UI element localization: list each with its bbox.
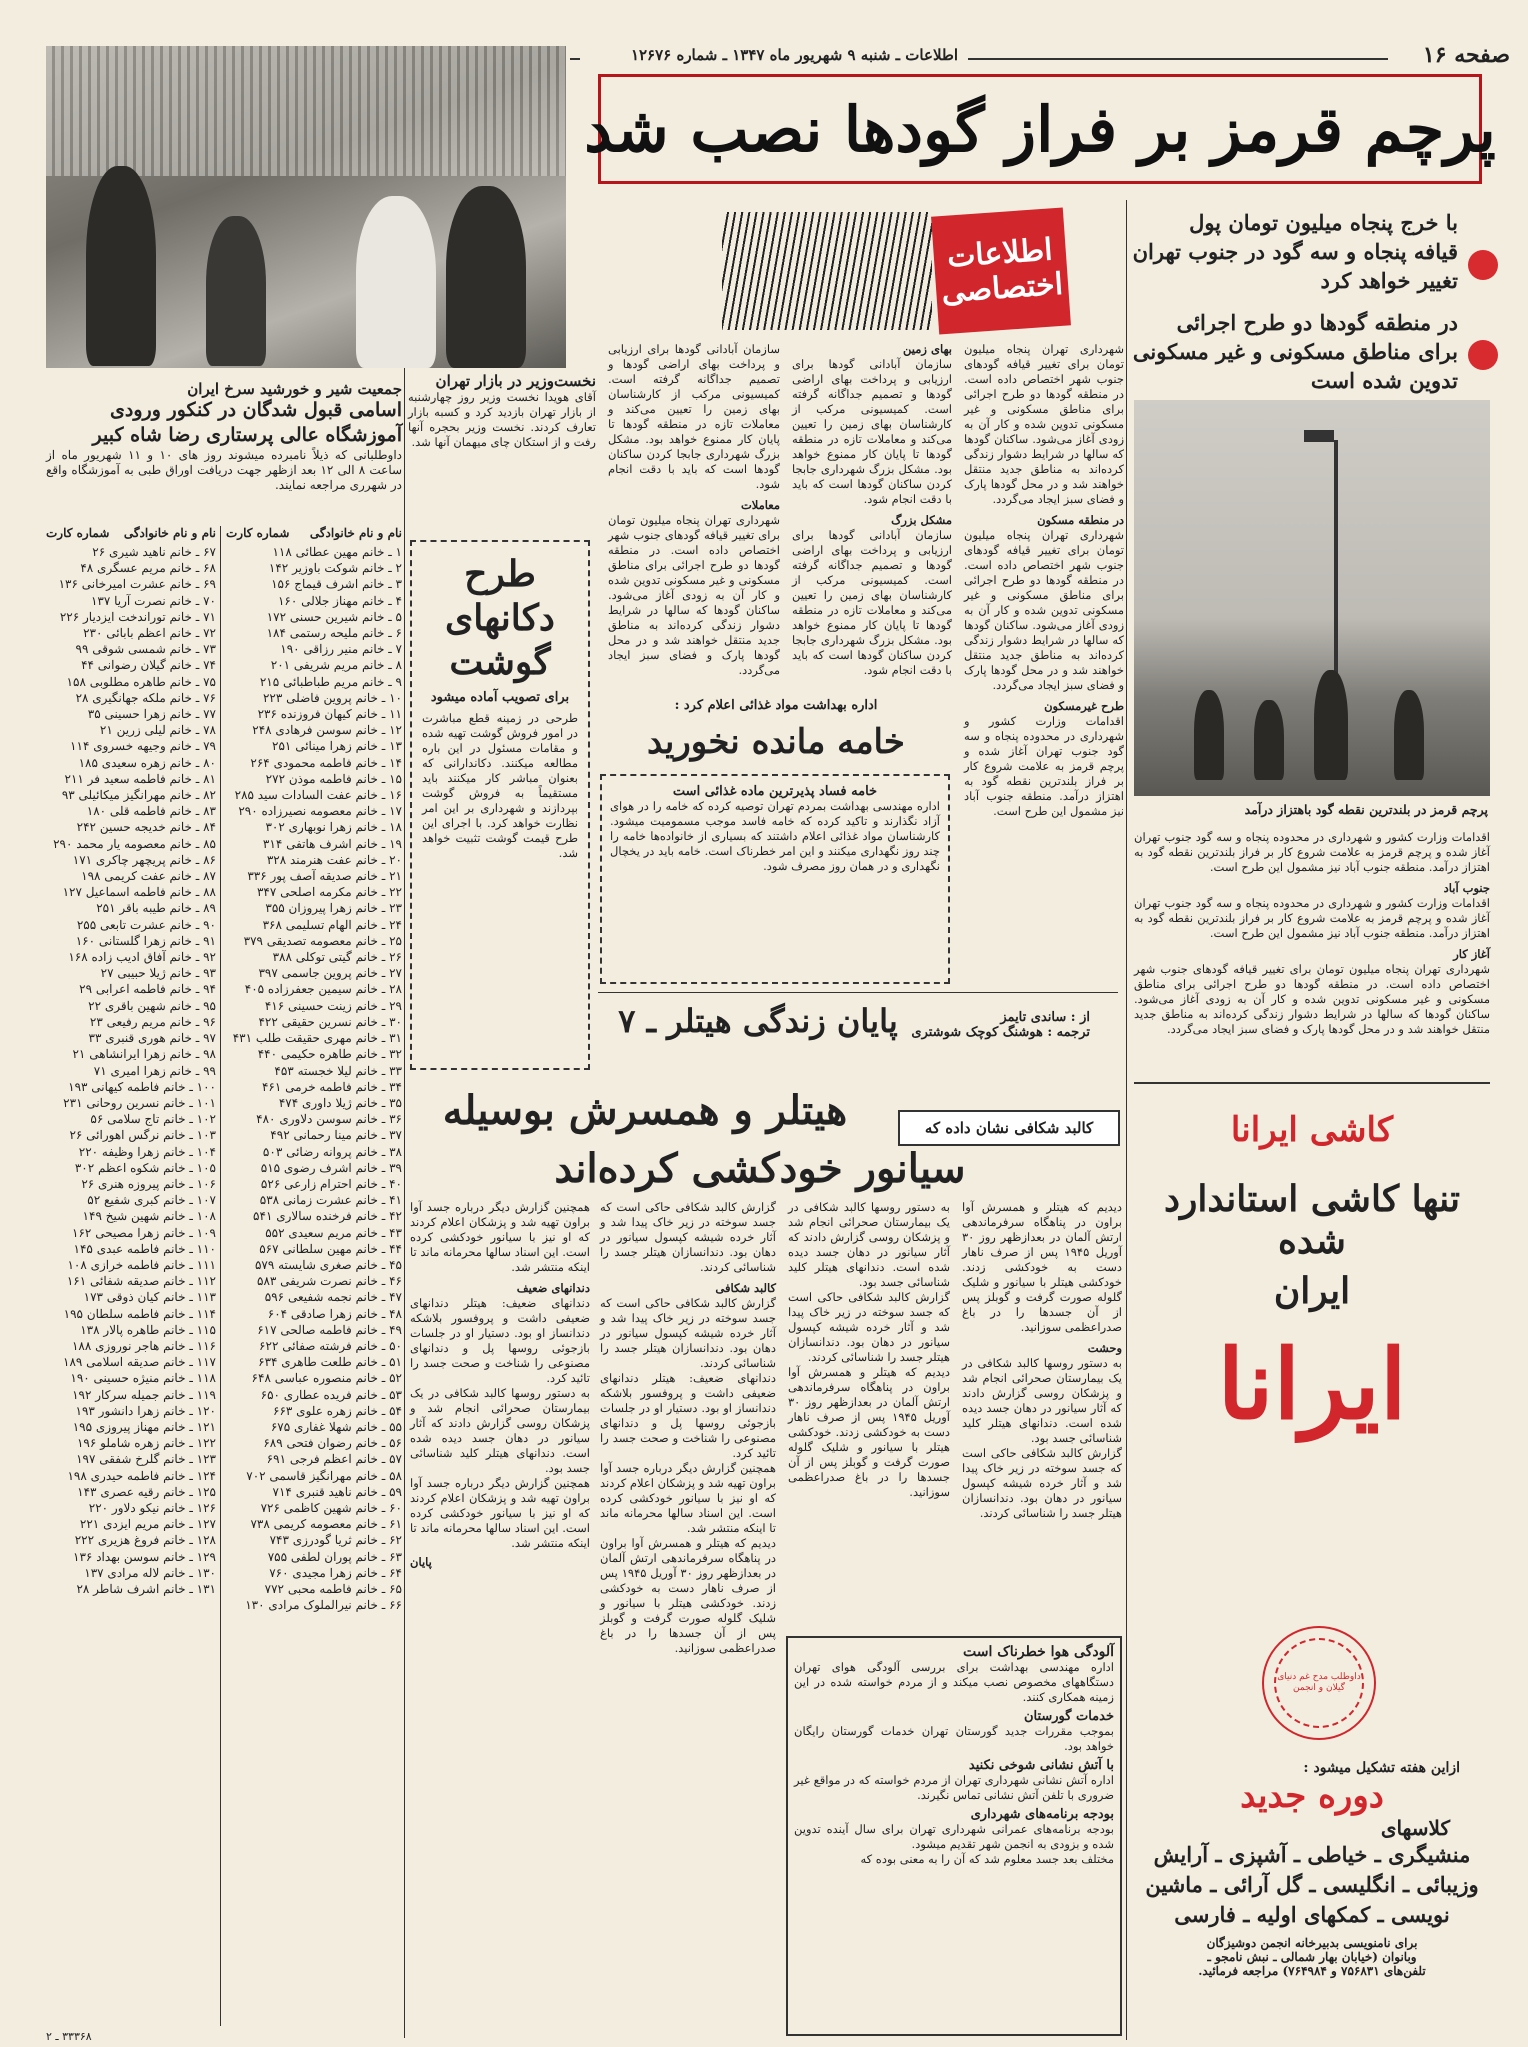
list-item: ۳ ـ خانم اشرف قیماج ۱۵۶ — [271, 577, 402, 592]
city-news-text: اداره مهندسی بهداشت برای بررسی آلودگی هوای تهران دستگاههای مخصوص نصب میکند و از مردم خواسته شده در این زمینه همکاری کنند. — [794, 1660, 1114, 1704]
list-item: ۹۹ ـ خانم زهرا امیری ۷۱ — [93, 1063, 216, 1078]
subhead-block-2 — [1098, 308, 1458, 395]
red-bullet — [1468, 250, 1498, 280]
list-item: ۷۲ ـ خانم اعظم بابائی ۲۳۰ — [83, 626, 216, 641]
food-subtitle: خامه فساد پذیرترین ماده غذائی است — [672, 784, 878, 799]
list-item: ۷۷ ـ خانم زهرا حسینی ۳۵ — [87, 707, 216, 722]
list-item: ۱۲۸ ـ خانم فروغ هزیری ۲۲۲ — [74, 1533, 216, 1548]
hitler-text: گزارش کالبد شکافی حاکی است که جسد سوخته در زیر خاک پیدا شد و آثار خرده شیشه کپسول سیانور در دهان بود. دندانسازان هیتلر جسد را شناسائی کردند. — [962, 1446, 1122, 1520]
kashi-logo: ایرانا — [1217, 1328, 1407, 1441]
list-item: ۴۴ ـ خانم مهین سلطانی ۵۶۷ — [259, 1241, 402, 1256]
list-item: ۲۵ ـ خانم معصومه تصدیقی ۳۷۹ — [243, 933, 402, 948]
list-item: ۱۱۳ ـ خانم کیان ذوقی ۱۷۳ — [83, 1290, 216, 1305]
list-item: ۱۰۴ ـ خانم زهرا وظیفه ۲۲۰ — [78, 1144, 216, 1159]
subhead: قیافه پنجاه و سه گود در جنوب تهران — [1132, 239, 1458, 264]
article-text: شهرداری تهران پنجاه میلیون تومان برای تغییر قیافه گودهای جنوب شهر اختصاص داده است. در منطقه گودها دو طرح اجرائی برای مناطق مسکونی و غیر مسکونی تدوین شده و کار آن به زودی آغاز می‌شود. ساکنان گودها که سالها در شرایط دشوار زندگی کرده‌اند به مناطق جدید منتقل خواهند شد و در محل گودها پارک و فضای سبز ایجاد می‌گردد. — [964, 528, 1124, 692]
list-item: ۱۱۶ ـ خانم هاجر نوروزی ۱۸۸ — [71, 1338, 216, 1353]
list-item: ۹ ـ خانم مریم طباطبائی ۲۱۵ — [259, 674, 402, 689]
list-item: ۷۱ ـ خانم توراندخت ایزدیار ۲۲۶ — [59, 609, 216, 624]
hitler-text: دیدیم که هیتلر و همسرش آوا براون در پناهگاه سرفرماندهی ارتش آلمان در بعدازظهر روز ۳۰ آوریل ۱۹۴۵ پس از صرف ناهار دست به خودکشی زدند. خودکشی هیتلر با سیانور و شلیک گلوله صورت گرفت و گوبلز پس از آن جسدها را در باغ صدراعظمی سوزانید. — [962, 1200, 1122, 1334]
list-item: ۳۸ ـ خانم پروانه رضائی ۵۰۳ — [262, 1144, 402, 1159]
list-item: ۷۵ ـ خانم طاهره مطلوبی ۱۵۸ — [66, 674, 216, 689]
list-item: ۱۱۷ ـ خانم صدیقه اسلامی ۱۸۹ — [63, 1355, 216, 1370]
food-box — [600, 774, 950, 984]
food-body: اداره مهندسی بهداشت بمردم تهران توصیه کرده که خامه را در هوای آزاد نگذارند و تاکید کرده که خامه فاسد موجب مسمومیت میشود. کارشناسان مواد غذائی اعلام داشتند که بسیاری از خانواده‌ها خامه را چند روز نگهداری میکنند و این امر خطرناک است. خامه باید در یخچال نگهداری و در همان روز مصرف شود. — [610, 799, 940, 873]
list-item: ۷۴ ـ خانم گیلان رضوانی ۴۴ — [81, 658, 216, 673]
list-item: ۱ ـ خانم مهین عطائی ۱۱۸ — [272, 545, 402, 559]
header-rule-right — [968, 58, 1388, 60]
city-news-title: با آتش نشانی شوخی نکنید — [968, 1758, 1114, 1773]
city-news-title: خدمات گورستان — [1023, 1709, 1114, 1724]
list-item: ۱۱ ـ خانم کیهان فروزنده ۲۳۶ — [257, 707, 402, 722]
hitler-headline-2: سیانور خودکشی کرده‌اند — [554, 1145, 966, 1192]
city-news-title: آلودگی هوا خطرناک است — [962, 1644, 1114, 1660]
city-news-box — [786, 1636, 1122, 2036]
list-item: ۴۷ ـ خانم نجمه شفیعی ۵۹۶ — [264, 1290, 402, 1305]
list-item: ۶۶ ـ خانم نیرالملوک مرادی ۱۳۰ — [245, 1598, 402, 1613]
hitler-text: گزارش کالبد شکافی حاکی است که جسد سوخته در زیر خاک پیدا شد و آثار خرده شیشه کپسول سیانور در دهان بود. دندانسازان هیتلر جسد را شناسائی کردند. — [600, 1200, 776, 1274]
list-item: ۲۷ ـ خانم پروین جاسمی ۳۹۷ — [258, 966, 402, 981]
list-item: ۳۹ ـ خانم اشرف رضوی ۵۱۵ — [260, 1160, 402, 1175]
hitler-kicker: کالبد شکافی نشان داده که — [898, 1110, 1120, 1146]
section-heading: بهای زمین — [903, 342, 952, 356]
page-number: صفحه ۱۶ — [1422, 42, 1510, 68]
list-item: ۴۶ ـ خانم نصرت شریفی ۵۸۳ — [257, 1274, 402, 1289]
hitler-col — [962, 1200, 1122, 1620]
nurse-col-headers-left — [46, 526, 216, 540]
list-item: ۶۱ ـ خانم معصومه کریمی ۷۳۸ — [250, 1517, 402, 1532]
list-item: ۸۵ ـ خانم معصومه یار محمد ۲۹۰ — [53, 836, 216, 851]
list-item: ۶۰ ـ خانم شهین کاظمی ۷۲۶ — [260, 1500, 402, 1515]
logo-line1: اطلاعات — [945, 232, 1054, 275]
logo-illustration — [722, 212, 932, 330]
list-item: ۵ ـ خانم شیرین حسنی ۱۷۲ — [266, 609, 402, 624]
list-item: ۴۸ ـ خانم زهرا صادقی ۶۰۴ — [267, 1306, 402, 1321]
hitler-text: همچنین گزارش دیگر درباره جسد آوا براون تهیه شد و پزشکان اعلام کردند که او نیز با سیانور خودکشی کرده است. این اسناد سالها محرمانه ماند تا اینکه منتشر شد. — [600, 1461, 776, 1535]
list-item: ۳۱ ـ خانم مهری حقیقت طلب ۴۳۱ — [232, 1031, 402, 1046]
seal-icon — [1262, 1626, 1376, 1740]
article-text: شهرداری تهران پنجاه میلیون تومان برای تغییر قیافه گودهای جنوب شهر اختصاص داده است. در منطقه گودها دو طرح اجرائی برای مناطق مسکونی و غیر مسکونی تدوین شده و کار آن به زودی آغاز می‌شود. ساکنان گودها که سالها در شرایط دشوار زندگی کرده‌اند به مناطق جدید منتقل خواهند شد و در محل گودها پارک و فضای سبز ایجاد می‌گردد. — [964, 342, 1124, 506]
list-item: ۷۰ ـ خانم نصرت آریا ۱۳۷ — [90, 593, 216, 608]
list-item: ۴۲ ـ خانم فرخنده سالاری ۵۴۱ — [253, 1209, 402, 1224]
article-text: اقدامات وزارت کشور و شهرداری در محدوده پنجاه و سه گود جنوب تهران آغاز شده و پرچم قرمز به علامت شروع کار بر فراز بلندترین نقطه گود به اهتزاز درآمد. منطقه جنوب آباد نیز مشمول این طرح است. — [964, 714, 1124, 818]
section-heading: وحشت — [1087, 1341, 1122, 1355]
nurse-org: جمعیت شیر و خورشید سرخ ایران — [187, 380, 402, 398]
article-text: شهرداری تهران پنجاه میلیون تومان برای تغییر قیافه گودهای جنوب شهر اختصاص داده است. در منطقه گودها دو طرح اجرائی برای مناطق مسکونی و غیر مسکونی تدوین شده و کار آن به زودی آغاز می‌شود. ساکنان گودها که سالها در شرایط دشوار زندگی کرده‌اند به مناطق جدید منتقل خواهند شد و در محل گودها پارک و فضای سبز ایجاد می‌گردد. — [608, 513, 780, 677]
article-text: شهرداری تهران پنجاه میلیون تومان برای تغییر قیافه گودهای جنوب شهر اختصاص داده است. در منطقه گودها دو طرح اجرائی برای مناطق مسکونی و غیر مسکونی تدوین شده و کار آن به زودی آغاز می‌شود. ساکنان گودها که سالها در شرایط دشوار زندگی کرده‌اند به مناطق جدید منتقل خواهند شد و در محل گودها پارک و فضای سبز ایجاد می‌گردد. — [1134, 962, 1490, 1036]
column-divider — [1126, 200, 1127, 2040]
hitler-headline-1: هیتلر و همسرش بوسیله — [442, 1087, 848, 1134]
section-heading: طرح غیرمسکون — [1044, 699, 1124, 713]
nurse-list-left — [46, 544, 216, 2024]
list-item: ۳۳ ـ خانم لیلا خجسته ۴۵۳ — [274, 1063, 402, 1078]
list-item: ۱۵ ـ خانم فاطمه موذن ۲۷۲ — [265, 771, 402, 786]
shelves-graphic — [46, 46, 566, 176]
hitler-col — [410, 1200, 590, 2020]
ettelaat-ekhtesasi-logo — [931, 208, 1071, 335]
list-item: ۳۲ ـ خانم طاهره حکیمی ۴۴۰ — [257, 1047, 402, 1062]
list-item: ۱۱۲ ـ خانم صدیقه شفائی ۱۶۱ — [66, 1274, 216, 1289]
list-item: ۵۷ ـ خانم اعظم فرجی ۶۹۱ — [266, 1452, 402, 1467]
flag-photo — [1134, 400, 1490, 796]
list-item: ۱۱۸ ـ خانم منیژه حسینی ۱۹۰ — [70, 1371, 216, 1386]
class-contact: تلفن‌های ۷۵۶۸۳۱ و ۷۶۴۹۸۴) مراجعه فرمائید. — [1198, 1964, 1426, 1978]
article-col — [1134, 830, 1490, 1080]
list-item: ۱۰۹ ـ خانم زهرا مصیحی ۱۶۲ — [72, 1225, 216, 1240]
class-items: منشیگری ـ خیاطی ـ آشپزی ـ آرایش وزیبائی ـ انگلیسی ـ گل آرائی ـ ماشین نویسی ـ کمکهای اولیه ـ فارسی — [1145, 1842, 1479, 1927]
article-col — [964, 342, 1124, 818]
list-item: ۱۱۹ ـ خانم جمیله سرکار ۱۹۲ — [72, 1387, 216, 1402]
section-heading: دندانهای ضعیف — [516, 1281, 590, 1295]
list-item: ۱۲۰ ـ خانم زهرا دانشور ۱۹۳ — [75, 1403, 216, 1418]
list-item: ۱۱۰ ـ خانم فاطمه عبدی ۱۴۵ — [73, 1241, 216, 1256]
list-item: ۶۹ ـ خانم عشرت امیرخانی ۱۳۶ — [58, 577, 216, 592]
person-figure — [446, 186, 526, 368]
pm-caption — [408, 372, 596, 528]
list-item: ۴۳ ـ خانم مریم سعیدی ۵۵۲ — [265, 1225, 402, 1240]
list-item: ۹۵ ـ خانم شهین باقری ۲۲ — [88, 998, 216, 1013]
main-headline-box — [584, 74, 1496, 184]
list-item: ۸۴ ـ خانم خدیجه حسین ۲۴۲ — [76, 820, 216, 835]
list-item: ۷۹ ـ خانم وجیهه خسروی ۱۱۴ — [70, 739, 216, 754]
list-item: ۷۸ ـ خانم لیلی زرین ۲۱ — [99, 723, 216, 738]
section-heading: در منطقه مسکون — [1037, 513, 1124, 527]
list-item: ۶۵ ـ خانم فاطمه محبی ۷۷۲ — [264, 1582, 402, 1596]
list-item: ۹۱ ـ خانم زهرا گلستانی ۱۶۰ — [75, 933, 216, 948]
nurse-list-right — [226, 544, 402, 2024]
section-heading: جنوب آباد — [1443, 881, 1490, 895]
hitler-text: همچنین گزارش دیگر درباره جسد آوا براون تهیه شد و پزشکان اعلام کردند که او نیز با سیانور خودکشی کرده است. این اسناد سالها محرمانه ماند تا اینکه منتشر شد. — [410, 1476, 590, 1550]
subhead: با خرج پنجاه میلیون تومان پول — [1189, 210, 1458, 235]
list-item: ۱۲۳ ـ خانم گلرخ شفقی ۱۹۷ — [76, 1452, 216, 1467]
list-item: ۹۰ ـ خانم عشرت تابعی ۲۵۵ — [76, 917, 216, 932]
list-item: ۱۳۰ ـ خانم لاله مرادی ۱۳۷ — [84, 1565, 216, 1580]
col-header-name: نام و نام خانوادگی — [123, 526, 216, 540]
list-item: ۱۲۱ ـ خانم مهناز پیروزی ۱۹۵ — [72, 1419, 216, 1434]
list-item: ۱۲۶ ـ خانم نیکو دلاور ۲۲۰ — [88, 1500, 216, 1515]
list-item: ۶ ـ خانم ملیحه رستمی ۱۸۴ — [266, 626, 402, 641]
list-item: ۴۰ ـ خانم احترام زارعی ۵۲۶ — [260, 1176, 402, 1191]
list-item: ۱۳۱ ـ خانم اشرف شاطر ۲۸ — [76, 1582, 216, 1596]
list-item: ۷۳ ـ خانم شمسی شوقی ۹۹ — [75, 642, 216, 657]
list-item: ۳۷ ـ خانم مینا رحمانی ۴۹۲ — [270, 1128, 402, 1143]
list-item: ۸۲ ـ خانم مهرانگیز میکائیلی ۹۳ — [61, 788, 216, 803]
subhead-block-1 — [1098, 208, 1458, 295]
ad-divider — [1134, 1082, 1490, 1084]
list-item: ۵۳ ـ خانم فریده عطاری ۶۵۰ — [260, 1387, 402, 1402]
list-item: ۱۸ ـ خانم زهرا نوبهاری ۳۰۲ — [265, 820, 402, 835]
list-item: ۱۳ ـ خانم زهرا مینائی ۲۵۱ — [272, 739, 402, 754]
logo-line2: اختصاصی — [940, 266, 1065, 311]
list-item: ۱۶ ـ خانم عفت السادات سید ۲۸۵ — [234, 788, 402, 803]
list-item: ۱۰۵ ـ خانم شکوه اعظم ۳۰۲ — [74, 1160, 216, 1175]
list-item: ۷ ـ خانم منیر رزاقی ۱۹۰ — [280, 642, 402, 657]
list-item: ۱۲۲ ـ خانم زهره شاملو ۱۹۶ — [76, 1436, 216, 1451]
list-item: ۹۶ ـ خانم مریم رفیعی ۲۳ — [89, 1014, 216, 1029]
food-title: خامه مانده نخورید — [647, 722, 905, 762]
nurse-list-header — [46, 380, 402, 493]
person-figure — [356, 196, 436, 368]
bazaar-photo — [46, 46, 566, 368]
class-contact: وبانوان (خیابان بهار شمالی ـ نبش نامجو ـ — [1207, 1950, 1417, 1964]
subhead: برای مناطق مسکونی و غیر مسکونی — [1132, 339, 1458, 364]
meat-shops-box — [410, 540, 590, 1070]
list-item: ۱۲۴ ـ خانم فاطمه حیدری ۱۹۸ — [67, 1468, 216, 1483]
list-item: ۱۲۷ ـ خانم مریم ایزدی ۲۲۱ — [79, 1517, 216, 1532]
city-news-title: بودجه برنامه‌های شهرداری — [970, 1807, 1114, 1822]
flag — [1304, 430, 1334, 442]
list-item: ۱۱۱ ـ خانم فاطمه خرازی ۱۰۸ — [67, 1257, 216, 1272]
list-item: ۸۱ ـ خانم فاطمه سعید فر ۲۱۱ — [64, 771, 216, 786]
translator: ترجمه : هوشنگ کوچک شوشتری — [911, 1025, 1090, 1040]
list-item: ۲۸ ـ خانم سیمین جعفرزاده ۴۰۵ — [244, 982, 402, 997]
city-news-text: بموجب مقررات جدید گورستان تهران خدمات گورستان رایگان خواهد بود. — [794, 1724, 1114, 1753]
list-item: ۱۲۵ ـ خانم رقیه عصری ۱۴۳ — [77, 1484, 216, 1499]
nurse-col-headers-right — [226, 526, 402, 540]
pm-caption-title: نخست‌وزیر در بازار تهران — [435, 372, 596, 390]
seal-text: داوطلب مدح غم دنیای گیلان و انجمن — [1274, 1638, 1364, 1728]
list-item: ۲ ـ خانم شوکت باوزیر ۱۴۲ — [268, 561, 402, 576]
list-item: ۹۳ ـ خانم ژیلا حبیبی ۲۷ — [100, 966, 216, 981]
article-text: اقدامات وزارت کشور و شهرداری در محدوده پنجاه و سه گود جنوب تهران آغاز شده و پرچم قرمز به علامت شروع کار بر فراز بلندترین نقطه گود به اهتزاز درآمد. منطقه جنوب آباد نیز مشمول این طرح است. — [1134, 830, 1490, 874]
worker-figure — [1314, 670, 1348, 780]
hitler-col — [788, 1200, 950, 1620]
section-heading: آغاز کار — [1453, 947, 1490, 961]
list-item: ۶۷ ـ خانم ناهید شیری ۲۶ — [92, 545, 216, 559]
byline: از : ساندی تایمز — [1000, 1010, 1090, 1025]
list-item: ۱۰ ـ خانم پروین فاضلی ۲۲۳ — [262, 690, 402, 705]
class-intro: ازاین هفته تشکیل میشود : — [1303, 1760, 1460, 1776]
hitler-text: گزارش کالبد شکافی حاکی است که جسد سوخته در زیر خاک پیدا شد و آثار خرده شیشه کپسول سیانور در دهان بود. دندانسازان هیتلر جسد را شناسائی کردند. — [788, 1290, 950, 1364]
kashi-slogan: تنها کاشی استاندارد شده — [1163, 1178, 1461, 1262]
hitler-text: به دستور روسها کالبد شکافی در یک بیمارستان صحرائی انجام شد و پزشکان روسی گزارش دادند که آثار سیانور در دهان جسد دیده شده است. دندانهای هیتلر کلید شناسائی جسد بود. — [962, 1356, 1122, 1445]
worker-figure — [1254, 700, 1284, 780]
list-item: ۱۲۹ ـ خانم سوسن بهداد ۱۳۶ — [73, 1549, 216, 1564]
flag-photo-caption: پرچم قرمز در بلندترین نقطه گود باهتزاز درآمد — [1244, 802, 1488, 817]
article-text: سازمان آبادانی گودها برای ارزیابی و پرداخت بهای اراضی گودها و تصمیم جداگانه گرفته است. کمیسیونی مرکب از کارشناسان بهای زمین را تعیین می‌کند و معاملات تازه در منطقه گودها تا پایان کار ممنوع خواهد بود. مشکل بزرگ شهرداری جابجا کردن ساکنان گودها است که باید با دقت انجام شود. — [608, 342, 780, 491]
list-item: ۱۱۵ ـ خانم طاهره پالار ۱۳۸ — [80, 1322, 216, 1337]
list-item: ۲۲ ـ خانم مکرمه اصلحی ۳۴۷ — [256, 885, 402, 900]
list-item: ۱۰۸ ـ خانم شهین شیخ ۱۴۹ — [82, 1209, 216, 1224]
list-item: ۵۶ ـ خانم رضوان فتحی ۶۸۹ — [263, 1436, 402, 1451]
hitler-text: همچنین گزارش دیگر درباره جسد آوا براون تهیه شد و پزشکان اعلام کردند که او نیز با سیانور خودکشی کرده است. این اسناد سالها محرمانه ماند تا اینکه منتشر شد. — [410, 1200, 590, 1274]
list-item: ۲۳ ـ خانم زهرا پیروزان ۳۵۵ — [265, 901, 402, 916]
class-title: دوره جدید — [1240, 1776, 1384, 1816]
section-heading: مشکل بزرگ — [891, 513, 952, 527]
list-item: ۴۱ ـ خانم عشرت زمانی ۵۳۸ — [259, 1193, 402, 1208]
list-item: ۴۵ ـ خانم صغری شایسته ۵۷۹ — [254, 1257, 402, 1272]
hitler-text: به دستور روسها کالبد شکافی در یک بیمارستان صحرائی انجام شد و پزشکان روسی گزارش دادند که آثار سیانور در دهان جسد دیده شده است. دندانهای هیتلر کلید شناسائی جسد بود. — [410, 1386, 590, 1475]
list-item: ۱۰۷ ـ خانم کبری شفیع ۵۲ — [87, 1193, 216, 1208]
list-item: ۱۷ ـ خانم معصومه نصیرزاده ۲۹۰ — [238, 804, 402, 819]
list-item: ۸۸ ـ خانم فاطمه اسماعیل ۱۲۷ — [62, 885, 216, 900]
class-label: کلاسهای — [1380, 1816, 1450, 1840]
list-item: ۱۰۱ ـ خانم نسرین روحانی ۲۳۱ — [63, 1095, 216, 1110]
list-item: ۱۰۶ ـ خانم پیروزه هنری ۲۶ — [81, 1176, 216, 1191]
article-col — [608, 342, 780, 682]
list-item: ۸۳ ـ خانم فاطمه قلی ۱۸۰ — [86, 804, 216, 819]
section-heading: کالبد شکافی — [715, 1281, 776, 1295]
list-item: ۲۹ ـ خانم زینت حسینی ۴۱۶ — [264, 998, 402, 1013]
list-item: ۷۶ ـ خانم ملکه جهانگیری ۲۸ — [75, 690, 216, 705]
list-item: ۲۶ ـ خانم گیتی توکلی ۳۸۸ — [272, 950, 402, 965]
meat-title: طرح دکانهای گوشت — [445, 553, 555, 683]
list-item: ۶۲ ـ خانم ثریا گودرزی ۷۴۳ — [269, 1533, 402, 1548]
hitler-text: دیدیم که هیتلر و همسرش آوا براون در پناهگاه سرفرماندهی ارتش آلمان در بعدازظهر روز ۳۰ آوریل ۱۹۴۵ پس از صرف ناهار دست به خودکشی زدند. خودکشی هیتلر با سیانور و شلیک گلوله صورت گرفت و گوبلز پس از آن جسدها را در باغ صدراعظمی سوزانید. — [600, 1536, 776, 1655]
list-item: ۹۷ ـ خانم هوری قنبری ۳۳ — [88, 1031, 216, 1046]
class-ad — [1134, 1760, 1490, 1978]
main-headline: پرچم قرمز بر فراز گودها نصب شد — [584, 92, 1496, 166]
list-item: ۵۲ ـ خانم منصوره عباسی ۶۴۸ — [251, 1371, 402, 1386]
hitler-text: دیدیم که هیتلر و همسرش آوا براون در پناهگاه سرفرماندهی ارتش آلمان در بعدازظهر روز ۳۰ آوریل ۱۹۴۵ پس از صرف ناهار دست به خودکشی زدند. خودکشی هیتلر با سیانور و شلیک گلوله صورت گرفت و گوبلز پس از آن جسدها را در باغ صدراعظمی سوزانید. — [788, 1365, 950, 1499]
hitler-text: دندانهای ضعیف: هیتلر دندانهای ضعیفی داشت و پروفسور بلاشکه دندانساز او بود. دستیار او در جلسات بازجوئی روسها پل و دندانهای مصنوعی را شناخت و صحت جسد را تائید کرد. — [600, 1371, 776, 1460]
col-header-card: شماره کارت — [226, 526, 290, 540]
subhead: تدوین شده است — [1310, 368, 1458, 393]
article-text: سازمان آبادانی گودها برای ارزیابی و پرداخت بهای اراضی گودها و تصمیم جداگانه گرفته است. کمیسیونی مرکب از کارشناسان بهای زمین را تعیین می‌کند و معاملات تازه در منطقه گودها تا پایان کار ممنوع خواهد بود. مشکل بزرگ شهرداری جابجا کردن ساکنان گودها است که باید با دقت انجام شود. — [792, 528, 952, 677]
list-item: ۴ ـ خانم مهناز جلالی ۱۶۰ — [277, 593, 402, 608]
list-item: ۸۶ ـ خانم پریچهر چاکری ۱۷۱ — [72, 852, 216, 867]
class-contact: برای نامنویسی بدبیرخانه انجمن دوشیزگان — [1206, 1936, 1418, 1950]
list-item: ۵۰ ـ خانم فرشته صفائی ۶۲۲ — [259, 1338, 402, 1353]
city-news-text: اداره آتش نشانی شهرداری تهران از مردم خواسته که در مواقع غیر ضروری با تلفن آتش نشانی تماس نگیرند. — [794, 1773, 1114, 1802]
kashi-brand: کاشی ایرانا — [1230, 1110, 1394, 1150]
section-heading: معاملات — [740, 498, 780, 512]
food-kicker: اداره بهداشت مواد غذائی اعلام کرد : — [674, 698, 878, 713]
list-item: ۶۸ ـ خانم مریم عسگری ۴۸ — [80, 561, 216, 576]
hitler-series: پایان زندگی هیتلر ـ ۷ — [618, 1002, 898, 1040]
list-item: ۱۰۲ ـ خانم تاج سلامی ۵۶ — [90, 1112, 216, 1127]
pm-caption-body: آقای هویدا نخست وزیر روز چهارشنبه از بازار تهران بازدید کرد و کسبه بازار تعارف کردند. نخست وزیر بحجره آنها رفت و از استکان چای میهمان آنها شد. — [408, 390, 596, 449]
list-item: ۶۳ ـ خانم پوران لطفی ۷۵۵ — [267, 1549, 402, 1564]
list-item: ۳۶ ـ خانم سوسن دلاوری ۴۸۰ — [256, 1112, 402, 1127]
list-item: ۵۴ ـ خانم زهره علوی ۶۶۳ — [273, 1403, 402, 1418]
hitler-text: دندانهای ضعیف: هیتلر دندانهای ضعیفی داشت و پروفسور بلاشکه دندانساز او بود. دستیار او در جلسات بازجوئی روسها پل و دندانهای مصنوعی را شناخت و صحت جسد را تائید کرد. — [410, 1296, 590, 1385]
list-item: ۲۰ ـ خانم عفت هنرمند ۳۲۸ — [266, 852, 402, 867]
nurse-intro: داوطلبانی که ذیلاً نامبرده میشوند روز های ۱۰ و ۱۱ شهریور ماه از ساعت ۸ الی ۱۲ بعد ازظهر جهت دریافت اوراق طبی به آموزشگاه واقع در شهرری مراجعه نمایند. — [46, 448, 403, 492]
issue-line: اطلاعات ـ شنبه ۹ شهریور ماه ۱۳۴۷ ـ شماره ۱۲۶۷۶ — [630, 46, 958, 64]
list-item: ۸ ـ خانم مریم شریفی ۲۰۱ — [270, 658, 402, 673]
article-text: اقدامات وزارت کشور و شهرداری در محدوده پنجاه و سه گود جنوب تهران آغاز شده و پرچم قرمز به علامت شروع کار بر فراز بلندترین نقطه گود به اهتزاز درآمد. منطقه جنوب آباد نیز مشمول این طرح است. — [1134, 896, 1490, 940]
worker-figure — [1394, 690, 1424, 780]
list-item: ۵۵ ـ خانم شهلا غفاری ۶۷۵ — [270, 1419, 402, 1434]
list-item: ۲۱ ـ خانم صدیقه آصف پور ۳۳۶ — [247, 869, 402, 884]
list-item: ۶۴ ـ خانم زهرا مجیدی ۷۶۰ — [269, 1565, 402, 1580]
kashi-irana-ad — [1134, 1088, 1490, 1596]
nurse-footer: ۳۳۳۶۸ ـ ۲ — [46, 2030, 92, 2043]
list-item: ۱۰۳ ـ خانم نرگس اهورائی ۲۶ — [69, 1128, 216, 1143]
list-item: ۱۹ ـ خانم اشرف هاتفی ۳۱۴ — [262, 836, 402, 851]
list-item: ۴۹ ـ خانم فاطمه صالحی ۶۱۷ — [257, 1322, 402, 1337]
meat-body: طرحی در زمینه قطع مباشرت در امور فروش گوشت تهیه شده و مقامات مسئول در این باره مطالعه میکنند. دکاندارانی که بعنوان مباشر کار میکنند باید مستقیماً به فروش گوشت بپردازند و شهرداری بر این امر نظارت خواهد کرد. با اجرای این طرح قیمت گوشت تثبیت خواهد شد. — [422, 711, 578, 860]
list-item: ۳۵ ـ خانم ژیلا داوری ۴۷۴ — [278, 1095, 402, 1110]
nurse-title: اسامی قبول شدگان در کنکور ورودی آموزشگاه عالی پرستاری رضا شاه کبیر — [92, 399, 402, 446]
subhead: در منطقه گودها دو طرح اجرائی — [1176, 310, 1458, 335]
list-divider — [220, 526, 221, 2026]
hitler-end: پایان — [410, 1555, 432, 1569]
column-divider — [404, 368, 405, 2038]
list-item: ۵۱ ـ خانم طلعت طاهری ۶۳۴ — [258, 1355, 402, 1370]
list-item: ۱۴ ـ خانم فاطمه محمودی ۲۶۴ — [250, 755, 402, 770]
article-text: سازمان آبادانی گودها برای ارزیابی و پرداخت بهای اراضی گودها و تصمیم جداگانه گرفته است. کمیسیونی مرکب از کارشناسان بهای زمین را تعیین می‌کند و معاملات تازه در منطقه گودها تا پایان کار ممنوع خواهد بود. مشکل بزرگ شهرداری جابجا کردن ساکنان گودها است که باید با دقت انجام شود. — [792, 357, 952, 506]
list-item: ۱۲ ـ خانم سوسن فرهادی ۲۴۸ — [252, 723, 402, 738]
list-item: ۱۰۰ ـ خانم فاطمه کیهانی ۱۹۳ — [68, 1079, 216, 1094]
person-figure — [86, 166, 156, 366]
header-rule-left — [570, 58, 580, 60]
col-header-name: نام و نام خانوادگی — [309, 526, 402, 540]
meat-subtitle: برای تصویب آماده میشود — [430, 690, 570, 705]
hitler-text: گزارش کالبد شکافی حاکی است که جسد سوخته در زیر خاک پیدا شد و آثار خرده شیشه کپسول سیانور در دهان بود. دندانسازان هیتلر جسد را شناسائی کردند. — [600, 1296, 776, 1370]
list-item: ۸۹ ـ خانم طیبه باقر ۲۵۱ — [96, 901, 216, 916]
hitler-text: به دستور روسها کالبد شکافی در یک بیمارستان صحرائی انجام شد و پزشکان روسی گزارش دادند که آثار سیانور در دهان جسد دیده شده است. دندانهای هیتلر کلید شناسائی جسد بود. — [788, 1200, 950, 1289]
list-item: ۵۹ ـ خانم ناهید قنبری ۷۱۴ — [272, 1484, 402, 1499]
list-item: ۵۸ ـ خانم مهرانگیز قاسمی ۷۰۲ — [246, 1468, 402, 1483]
list-item: ۹۲ ـ خانم آفاق ادیب زاده ۱۶۸ — [68, 950, 216, 965]
hitler-col — [600, 1200, 776, 2020]
list-item: ۳۴ ـ خانم فاطمه خرمی ۴۶۱ — [261, 1079, 402, 1094]
list-item: ۹۸ ـ خانم زهرا ایرانشاهی ۲۱ — [72, 1047, 216, 1062]
list-item: ۱۱۴ ـ خانم فاطمه سلطان ۱۹۵ — [63, 1306, 216, 1321]
kashi-slogan: ایران — [1273, 1270, 1351, 1312]
row-divider — [598, 992, 1118, 993]
subhead: تغییر خواهد کرد — [1320, 268, 1458, 293]
person-figure — [206, 216, 266, 366]
list-item: ۸۰ ـ خانم زهره سعیدی ۱۸۵ — [78, 755, 216, 770]
col-header-card: شماره کارت — [46, 526, 110, 540]
list-item: ۲۴ ـ خانم الهام تسلیمی ۳۶۸ — [262, 917, 402, 932]
hitler-byline — [900, 1010, 1090, 1040]
red-bullet — [1468, 340, 1498, 370]
city-news-text: بودجه برنامه‌های عمرانی شهرداری تهران برای سال آینده تدوین شده و بزودی به انجمن شهر تقدیم میشود. — [794, 1822, 1114, 1851]
list-item: ۹۴ ـ خانم فاطمه اعرابی ۲۹ — [79, 982, 216, 997]
list-item: ۸۷ ـ خانم عفت کریمی ۱۹۸ — [81, 869, 216, 884]
city-news-footer: مختلف بعد جسد معلوم شد که آن را به معنی بوده که — [860, 1852, 1114, 1866]
list-item: ۳۰ ـ خانم نسرین حقیقی ۴۲۲ — [258, 1014, 402, 1029]
worker-figure — [1194, 690, 1224, 780]
